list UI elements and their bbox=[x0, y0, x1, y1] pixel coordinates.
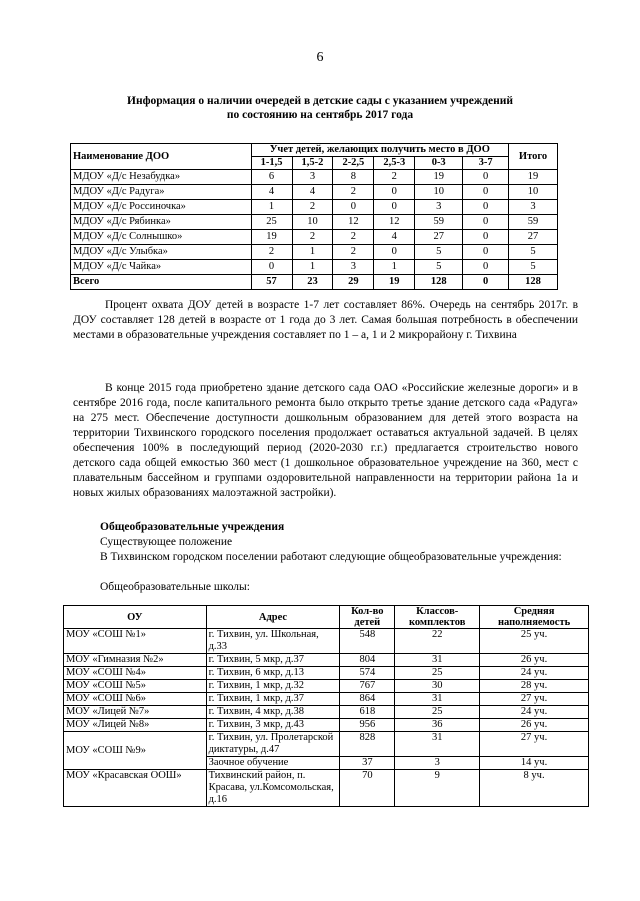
table-row bbox=[71, 260, 558, 275]
school-address: г. Тихвин, 6 мкр, д.13 bbox=[206, 667, 340, 680]
queue-value: 0 bbox=[374, 200, 415, 215]
age-col-header: 1,5-2 bbox=[292, 157, 333, 170]
age-col-header: 0-3 bbox=[415, 157, 463, 170]
school-extra-avg: 14 уч. bbox=[480, 757, 589, 770]
paragraph-coverage: Процент охвата ДОУ детей в возрасте 1-7 лет составляет 86%. Очередь на сентябрь 2017г. в ДОУ составляет 128 детей в возрасте от 1 года до 3 лет. Самая большая потребность в обеспечении местами в образовательные учреждения составляет по 1 – а, 1 и 2 микрорайону г. Тихвина bbox=[73, 299, 578, 341]
table-row bbox=[64, 654, 589, 667]
school-kids: 70 bbox=[340, 770, 395, 807]
paragraph-construction: В конце 2015 года приобретено здание детского сада ОАО «Российские железные дороги» и в сентябре 2016 года, после капитального ремонта было открыто третье здание детского сада «Радуга» на 275 мест. Обеспечение доступности дошкольным образованием для детей этого возраста на территории Тихвинского городского поселения продолжает оставаться актуальной задачей. В целях обеспечения 100% в последующий период (2020-2030 г.г.) предлагается строительство нового детского сада общей емкостью 360 мест (1 дошкольное образовательное учреждение на 360, мест с плавательным бассейном и группами оздоровительной направленности на территории района 1а и новых жилых образованиях малоэтажной застройки). bbox=[73, 382, 578, 499]
page-number: 6 bbox=[316, 50, 324, 65]
queue-value: 29 bbox=[333, 275, 374, 290]
queue-value: 3 bbox=[333, 260, 374, 275]
queue-value: 3 bbox=[292, 170, 333, 185]
age-col-header: 2,5-3 bbox=[374, 157, 415, 170]
queue-value: 0 bbox=[463, 215, 509, 230]
table-row bbox=[64, 667, 589, 680]
queue-value: 5 bbox=[415, 260, 463, 275]
school-classes: 31 bbox=[395, 693, 480, 706]
queue-value: 2 bbox=[292, 200, 333, 215]
school-avg: 26 уч. bbox=[480, 719, 589, 732]
queue-value: 2 bbox=[251, 245, 292, 260]
queue-value: 0 bbox=[463, 230, 509, 245]
queue-total: 3 bbox=[509, 200, 558, 215]
age-col-header: 3-7 bbox=[463, 157, 509, 170]
subheading: Существующее положение bbox=[100, 536, 233, 548]
school-avg: 28 уч. bbox=[480, 680, 589, 693]
school-address: г. Тихвин, 5 мкр, д.37 bbox=[206, 654, 340, 667]
title-line-2: по состоянию на сентябрь 2017 года bbox=[226, 109, 414, 121]
schools-header-ou: ОУ bbox=[64, 606, 207, 629]
table-row bbox=[71, 185, 558, 200]
schools-header-kids: Кол-во детей bbox=[340, 606, 395, 629]
queue-total: 10 bbox=[509, 185, 558, 200]
school-kids: 956 bbox=[340, 719, 395, 732]
queue-value: 19 bbox=[251, 230, 292, 245]
queue-value: 0 bbox=[463, 170, 509, 185]
queue-value: 0 bbox=[463, 260, 509, 275]
queue-value: 4 bbox=[292, 185, 333, 200]
queue-value: 4 bbox=[251, 185, 292, 200]
schools-header-avg: Средняя наполняемость bbox=[480, 606, 589, 629]
schools-header-classes: Классов-комплектов bbox=[395, 606, 480, 629]
queue-value: 0 bbox=[374, 245, 415, 260]
table-row bbox=[64, 629, 589, 654]
school-address: г. Тихвин, 1 мкр, д.37 bbox=[206, 693, 340, 706]
kindergarten-name: МДОУ «Д/с Чайка» bbox=[71, 260, 252, 275]
queue-value: 2 bbox=[374, 170, 415, 185]
title-line-1: Информация о наличии очередей в детские сады с указанием учреждений bbox=[127, 95, 513, 107]
table-row bbox=[71, 170, 558, 185]
queue-value: 57 bbox=[251, 275, 292, 290]
queue-value: 0 bbox=[463, 185, 509, 200]
school-kids: 548 bbox=[340, 629, 395, 654]
queue-value: 23 bbox=[292, 275, 333, 290]
table-row bbox=[64, 719, 589, 732]
school-name: МОУ «СОШ №1» bbox=[64, 629, 207, 654]
school-avg: 27 уч. bbox=[480, 732, 589, 757]
schools-table bbox=[63, 605, 589, 807]
queue-table-body bbox=[71, 170, 558, 290]
table-row bbox=[64, 680, 589, 693]
queue-value: 59 bbox=[415, 215, 463, 230]
school-kids: 804 bbox=[340, 654, 395, 667]
queue-value: 0 bbox=[251, 260, 292, 275]
age-col-header: 1-1,5 bbox=[251, 157, 292, 170]
kindergarten-name: МДОУ «Д/с Незабудка» bbox=[71, 170, 252, 185]
school-name: МОУ «Лицей №7» bbox=[64, 706, 207, 719]
school-address: г. Тихвин, 3 мкр, д.43 bbox=[206, 719, 340, 732]
queue-value: 0 bbox=[463, 200, 509, 215]
school-avg: 24 уч. bbox=[480, 706, 589, 719]
kindergarten-name: МДОУ «Д/с Рябинка» bbox=[71, 215, 252, 230]
table-row bbox=[71, 200, 558, 215]
queue-total: 27 bbox=[509, 230, 558, 245]
queue-total: 128 bbox=[509, 275, 558, 290]
kindergarten-name: МДОУ «Д/с Россиночка» bbox=[71, 200, 252, 215]
school-address: г. Тихвин, ул. Пролетарской диктатуры, д.47 bbox=[206, 732, 340, 757]
queue-value: 0 bbox=[333, 200, 374, 215]
queue-value: 4 bbox=[374, 230, 415, 245]
table-row bbox=[71, 230, 558, 245]
schools-label: Общеобразовательные школы: bbox=[100, 581, 250, 593]
school-classes: 30 bbox=[395, 680, 480, 693]
queue-value: 25 bbox=[251, 215, 292, 230]
school-classes: 9 bbox=[395, 770, 480, 807]
table-row bbox=[71, 245, 558, 260]
school-kids: 618 bbox=[340, 706, 395, 719]
queue-header-total: Итого bbox=[509, 144, 558, 170]
queue-value: 19 bbox=[415, 170, 463, 185]
section-heading: Общеобразовательные учреждения bbox=[100, 521, 285, 533]
kindergarten-name: МДОУ «Д/с Солнышко» bbox=[71, 230, 252, 245]
queue-value: 1 bbox=[251, 200, 292, 215]
school-extra-kids: 37 bbox=[340, 757, 395, 770]
queue-header-group: Учет детей, желающих получить место в ДОО bbox=[251, 144, 508, 157]
queue-value: 10 bbox=[415, 185, 463, 200]
school-name: МОУ «Лицей №8» bbox=[64, 719, 207, 732]
school-name: МОУ «СОШ №5» bbox=[64, 680, 207, 693]
schools-header-address: Адрес bbox=[206, 606, 340, 629]
queue-total: 59 bbox=[509, 215, 558, 230]
kindergarten-name: МДОУ «Д/с Радуга» bbox=[71, 185, 252, 200]
queue-value: 2 bbox=[333, 185, 374, 200]
queue-value: 27 bbox=[415, 230, 463, 245]
queue-value: 3 bbox=[415, 200, 463, 215]
school-extra-classes: 3 bbox=[395, 757, 480, 770]
queue-value: 1 bbox=[374, 260, 415, 275]
school-address: г. Тихвин, 4 мкр, д.38 bbox=[206, 706, 340, 719]
queue-value: 1 bbox=[292, 245, 333, 260]
school-kids: 864 bbox=[340, 693, 395, 706]
school-kids: 828 bbox=[340, 732, 395, 757]
table-row bbox=[71, 275, 558, 290]
school-classes: 25 bbox=[395, 706, 480, 719]
queue-value: 2 bbox=[333, 245, 374, 260]
school-avg: 26 уч. bbox=[480, 654, 589, 667]
school-name: МОУ «СОШ №4» bbox=[64, 667, 207, 680]
school-name: МОУ «Красавская ООШ» bbox=[64, 770, 207, 807]
queue-value: 8 bbox=[333, 170, 374, 185]
school-address: Тихвинский район, п. Красава, ул.Комсомольская, д.16 bbox=[206, 770, 340, 807]
school-extra-label: Заочное обучение bbox=[206, 757, 340, 770]
school-kids: 767 bbox=[340, 680, 395, 693]
school-classes: 31 bbox=[395, 654, 480, 667]
school-avg: 24 уч. bbox=[480, 667, 589, 680]
queue-value: 19 bbox=[374, 275, 415, 290]
school-address: г. Тихвин, ул. Школьная, д.33 bbox=[206, 629, 340, 654]
queue-total: 5 bbox=[509, 245, 558, 260]
school-address: г. Тихвин, 1 мкр, д.32 bbox=[206, 680, 340, 693]
queue-value: 5 bbox=[415, 245, 463, 260]
kindergarten-name: Всего bbox=[71, 275, 252, 290]
queue-value: 10 bbox=[292, 215, 333, 230]
school-classes: 25 bbox=[395, 667, 480, 680]
school-classes: 22 bbox=[395, 629, 480, 654]
schools-table-body bbox=[64, 629, 589, 732]
queue-header-name: Наименование ДОО bbox=[71, 144, 252, 170]
school-avg: 27 уч. bbox=[480, 693, 589, 706]
queue-total: 5 bbox=[509, 260, 558, 275]
queue-table bbox=[70, 143, 558, 290]
school-kids: 574 bbox=[340, 667, 395, 680]
queue-value: 6 bbox=[251, 170, 292, 185]
queue-value: 12 bbox=[333, 215, 374, 230]
paragraph-schools-intro: В Тихвинском городском поселении работают следующие общеобразовательные учреждения: bbox=[100, 551, 562, 563]
age-col-header: 2-2,5 bbox=[333, 157, 374, 170]
kindergarten-name: МДОУ «Д/с Улыбка» bbox=[71, 245, 252, 260]
school-name: МОУ «СОШ №6» bbox=[64, 693, 207, 706]
table-row bbox=[64, 693, 589, 706]
school-avg: 8 уч. bbox=[480, 770, 589, 807]
table-row bbox=[71, 215, 558, 230]
queue-value: 2 bbox=[333, 230, 374, 245]
school-name: МОУ «Гимназия №2» bbox=[64, 654, 207, 667]
queue-value: 12 bbox=[374, 215, 415, 230]
school-avg: 25 уч. bbox=[480, 629, 589, 654]
queue-value: 1 bbox=[292, 260, 333, 275]
school-classes: 36 bbox=[395, 719, 480, 732]
queue-value: 128 bbox=[415, 275, 463, 290]
table-row bbox=[64, 706, 589, 719]
queue-value: 0 bbox=[374, 185, 415, 200]
school-name: МОУ «СОШ №9» bbox=[64, 732, 207, 770]
school-classes: 31 bbox=[395, 732, 480, 757]
queue-value: 0 bbox=[463, 245, 509, 260]
queue-total: 19 bbox=[509, 170, 558, 185]
queue-value: 2 bbox=[292, 230, 333, 245]
queue-value: 0 bbox=[463, 275, 509, 290]
page-title bbox=[70, 94, 570, 122]
